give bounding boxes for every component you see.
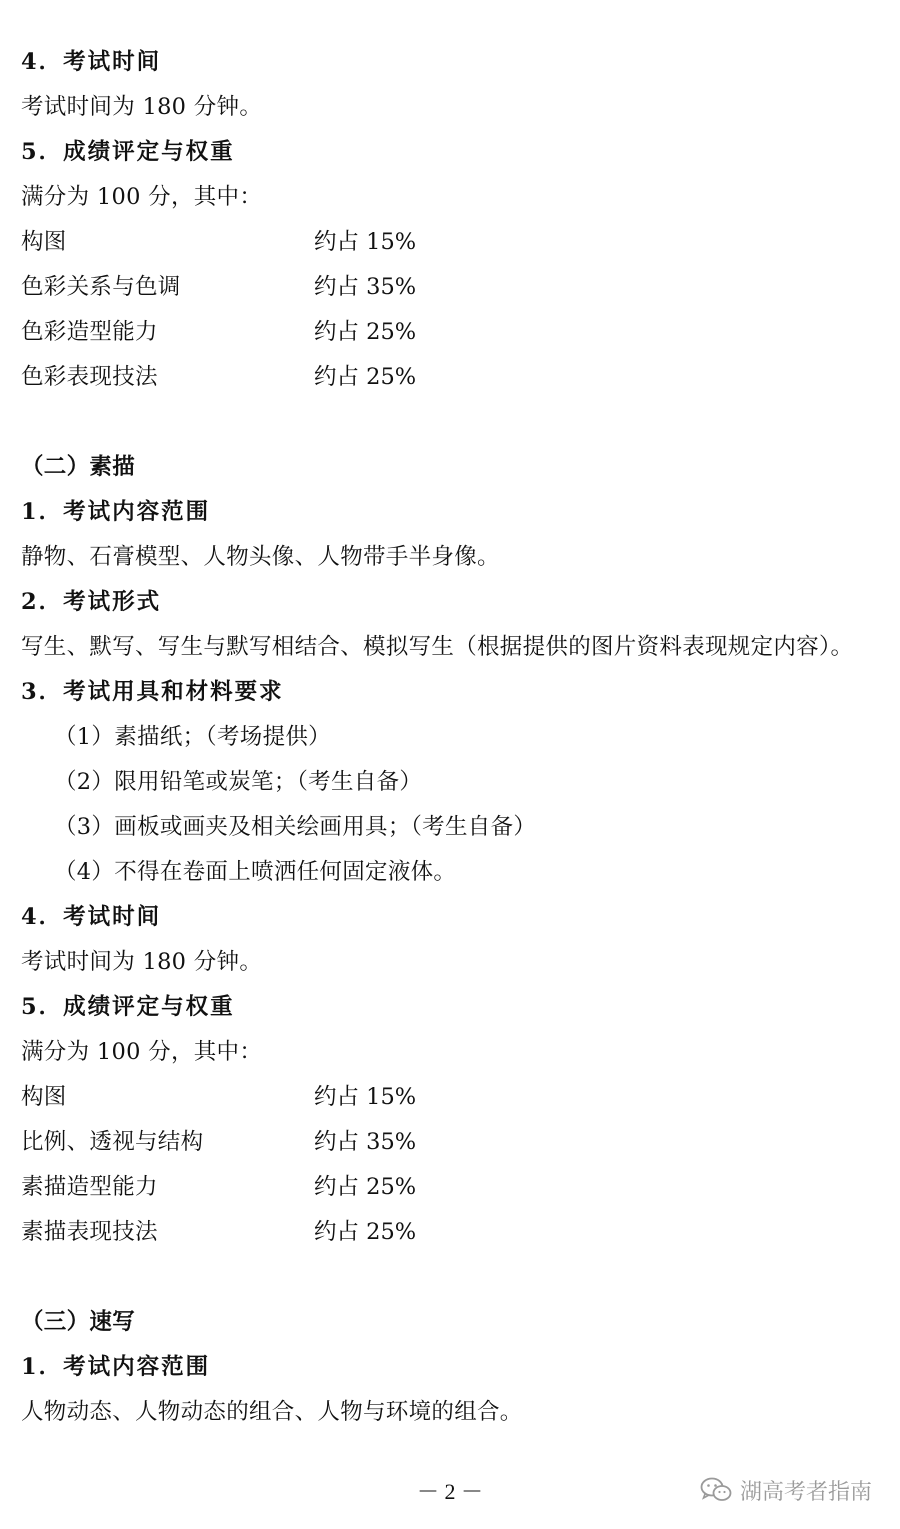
numbered-heading: 4．考试时间 (21, 904, 162, 930)
section-heading: （三）速写 (21, 1309, 136, 1335)
wechat-icon (700, 1477, 732, 1503)
watermark-text: 湖高考者指南 (740, 1479, 873, 1505)
numbered-heading: 3．考试用具和材料要求 (21, 679, 284, 705)
page-number: － 2 － (416, 1479, 483, 1504)
weight-label: 素描表现技法 (21, 1219, 158, 1245)
list-item: （3）画板或画夹及相关绘画用具；（考生自备） (54, 814, 537, 840)
weight-label: 构图 (21, 1084, 67, 1110)
watermark (700, 1470, 872, 1510)
paragraph-line: 静物、石膏模型、人物头像、人物带手半身像。 (21, 544, 500, 570)
weight-value: 约占 25% (314, 1174, 417, 1200)
numbered-heading: 1．考试内容范围 (21, 1354, 211, 1380)
numbered-heading: 4．考试时间 (21, 49, 162, 75)
numbered-heading: 5．成绩评定与权重 (21, 994, 235, 1020)
weight-value: 约占 25% (314, 319, 417, 345)
weight-value: 约占 35% (314, 1129, 417, 1155)
numbered-heading: 1．考试内容范围 (21, 499, 211, 525)
weight-label: 色彩造型能力 (21, 319, 158, 345)
weight-value: 约占 35% (314, 274, 417, 300)
paragraph-line: 满分为 100 分，其中： (21, 1039, 263, 1065)
weight-label: 色彩表现技法 (21, 364, 158, 390)
weight-label: 色彩关系与色调 (21, 274, 181, 300)
weight-label: 素描造型能力 (21, 1174, 158, 1200)
weight-value: 约占 15% (314, 1084, 417, 1110)
paragraph-line: 满分为 100 分，其中： (21, 184, 263, 210)
list-item: （2）限用铅笔或炭笔；（考生自备） (54, 769, 423, 795)
weight-value: 约占 25% (314, 364, 417, 390)
weight-label: 比例、透视与结构 (21, 1129, 204, 1155)
numbered-heading: 2．考试形式 (21, 589, 162, 615)
weight-label: 构图 (21, 229, 67, 255)
numbered-heading: 5．成绩评定与权重 (21, 139, 235, 165)
paragraph-line: 写生、默写、写生与默写相结合、模拟写生（根据提供的图片资料表现规定内容）。 (21, 634, 854, 660)
list-item: （4）不得在卷面上喷洒任何固定液体。 (54, 859, 457, 885)
paragraph-line: 考试时间为 180 分钟。 (21, 94, 263, 120)
section-heading: （二）素描 (21, 454, 136, 480)
list-item: （1）素描纸；（考场提供） (54, 724, 331, 750)
paragraph-line: 考试时间为 180 分钟。 (21, 949, 263, 975)
weight-value: 约占 15% (314, 229, 417, 255)
weight-value: 约占 25% (314, 1219, 417, 1245)
paragraph-line: 人物动态、人物动态的组合、人物与环境的组合。 (21, 1399, 523, 1425)
